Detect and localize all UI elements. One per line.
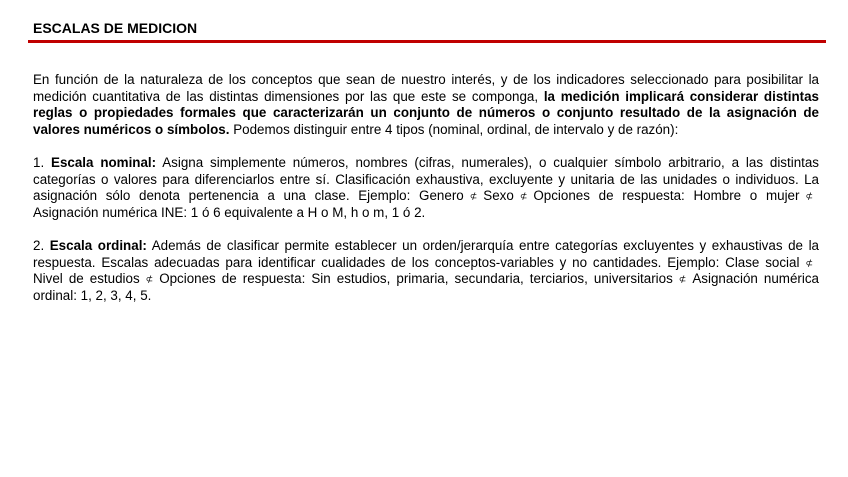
nominal-text-1: Asigna simplemente números, nombres (cifras, numerales), o cualquier símbolo arbitrario, a las distintas categorías o valores para diferenciarlos entre sí. Clasificación exhaustiva, excluyente y unitaria de las unidades o individuos. La asignación sólo denota pertenencia a una clase. Ejemplo: Genero (33, 154, 820, 204)
ordinal-paragraph (33, 238, 819, 304)
slide-body (33, 72, 819, 321)
arrow-icon: ⊄ (805, 191, 813, 202)
nominal-text-4: Asignación numérica INE: 1 ó 6 equivalente a H o M, h o m, 1 ó 2. (33, 204, 426, 220)
ordinal-text-1: Además de clasificar permite establecer un orden/jerarquía entre categorías excluyentes y exhaustivas de la respuesta. Escalas adecuadas para identificar cualidades de los conceptos-variables y no cantidades. Ejemplo: Clase social (33, 237, 819, 270)
ordinal-text-4: Asignación numérica ordinal: 1, 2, 3, 4, 5. (33, 271, 819, 303)
ordinal-text-2: Nivel de estudios (33, 271, 140, 287)
ordinal-term: Escala ordinal: (49, 237, 147, 253)
arrow-icon: ⊄ (519, 191, 528, 202)
arrow-icon: ⊄ (469, 191, 478, 202)
page-title: ESCALAS DE MEDICION (33, 20, 198, 36)
nominal-paragraph (33, 155, 819, 221)
arrow-icon: ⊄ (678, 274, 687, 285)
intro-bold-text: la medición implicará considerar distintas reglas o propiedades formales que caracterizarán un conjunto de números o conjunto resultado de la asignación de valores numéricos o símbolos. (33, 88, 819, 137)
ordinal-number: 2. (33, 237, 50, 253)
intro-text-2: Podemos distinguir entre 4 tipos (nominal, ordinal, de intervalo y de razón): (229, 121, 679, 137)
intro-text-1: En función de la naturaleza de los conceptos que sean de nuestro interés, y de los indicadores seleccionado para posibilitar la medición cuantitativa de las distintas dimensiones por las que este se componga, (33, 72, 819, 104)
nominal-text-2: Sexo (483, 188, 514, 204)
ordinal-text-3: Opciones de respuesta: Sin estudios, primaria, secundaria, terciarios, universitarios (159, 271, 673, 287)
intro-paragraph (33, 72, 819, 138)
arrow-icon: ⊄ (805, 257, 813, 268)
nominal-term: Escala nominal: (51, 154, 157, 170)
title-underline (28, 40, 826, 43)
nominal-text-3: Opciones de respuesta: Hombre o mujer (533, 188, 800, 204)
nominal-number: 1. (33, 154, 52, 170)
arrow-icon: ⊄ (145, 274, 154, 285)
